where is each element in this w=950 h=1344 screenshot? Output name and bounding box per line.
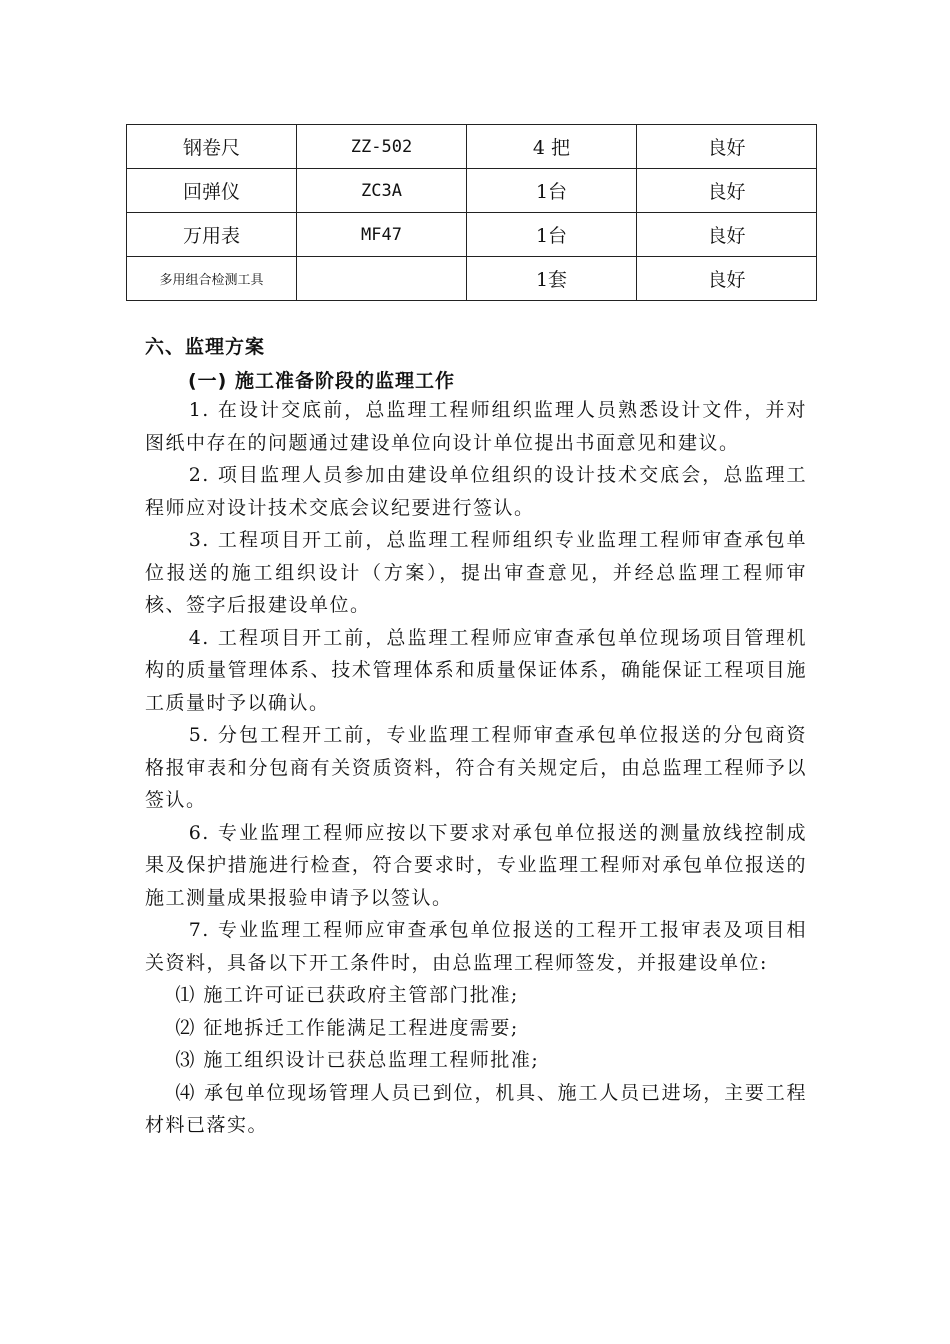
paragraph: 1. 在设计交底前，总监理工程师组织监理人员熟悉设计文件，并对图纸中存在的问题通过建设单位向设计单位提出书面意见和建议。 [145,399,807,454]
equipment-model: ZC3A [297,169,467,213]
equipment-condition: 良好 [637,257,817,301]
equipment-quantity: 1台 [467,213,637,257]
condition-item: ⑷ 承包单位现场管理人员已到位，机具、施工人员已进场，主要工程材料已落实。 [145,1081,807,1136]
table-row [127,257,817,301]
equipment-quantity: 4 把 [467,125,637,169]
equipment-condition: 良好 [637,169,817,213]
paragraph: 6. 专业监理工程师应按以下要求对承包单位报送的测量放线控制成果及保护措施进行检查，符合要求时，专业监理工程师对承包单位报送的施工测量成果报验申请予以签认。 [145,821,807,909]
equipment-name: 万用表 [127,213,297,257]
condition-item: ⑴ 施工许可证已获政府主管部门批准; [175,984,519,1006]
equipment-name: 多用组合检测工具 [127,257,297,301]
paragraph: 4. 工程项目开工前，总监理工程师应审查承包单位现场项目管理机构的质量管理体系、技术管理体系和质量保证体系，确能保证工程项目施工质量时予以确认。 [145,626,807,714]
paragraph: 2. 项目监理人员参加由建设单位组织的设计技术交底会，总监理工程师应对设计技术交底会议纪要进行签认。 [145,464,807,519]
table-row [127,125,817,169]
equipment-table [126,124,817,301]
section-heading: 六、监理方案 [145,336,266,358]
equipment-name: 回弹仪 [127,169,297,213]
equipment-model: ZZ-502 [297,125,467,169]
condition-item: ⑵ 征地拆迁工作能满足工程进度需要; [175,1016,519,1039]
section-subheading: (一) 施工准备阶段的监理工作 [188,370,455,392]
table-row [127,169,817,213]
table-row [127,213,817,257]
paragraph: 5. 分包工程开工前，专业监理工程师审查承包单位报送的分包商资格报审表和分包商有关资质资料，符合有关规定后，由总监理工程师予以签认。 [145,724,807,811]
paragraph: 3. 工程项目开工前，总监理工程师组织专业监理工程师审查承包单位报送的施工组织设计（方案），提出审查意见，并经总监理工程师审核、签字后报建设单位。 [145,529,807,616]
equipment-model [297,257,467,301]
equipment-condition: 良好 [637,125,817,169]
equipment-quantity: 1套 [467,257,637,301]
section-body [145,394,807,1142]
paragraph: 7. 专业监理工程师应审查承包单位报送的工程开工报审表及项目相关资料，具备以下开工条件时，由总监理工程师签发，并报建设单位: [145,919,807,974]
equipment-condition: 良好 [637,213,817,257]
equipment-quantity: 1台 [467,169,637,213]
equipment-model: MF47 [297,213,467,257]
equipment-name: 钢卷尺 [127,125,297,169]
condition-item: ⑶ 施工组织设计已获总监理工程师批准; [175,1049,540,1071]
